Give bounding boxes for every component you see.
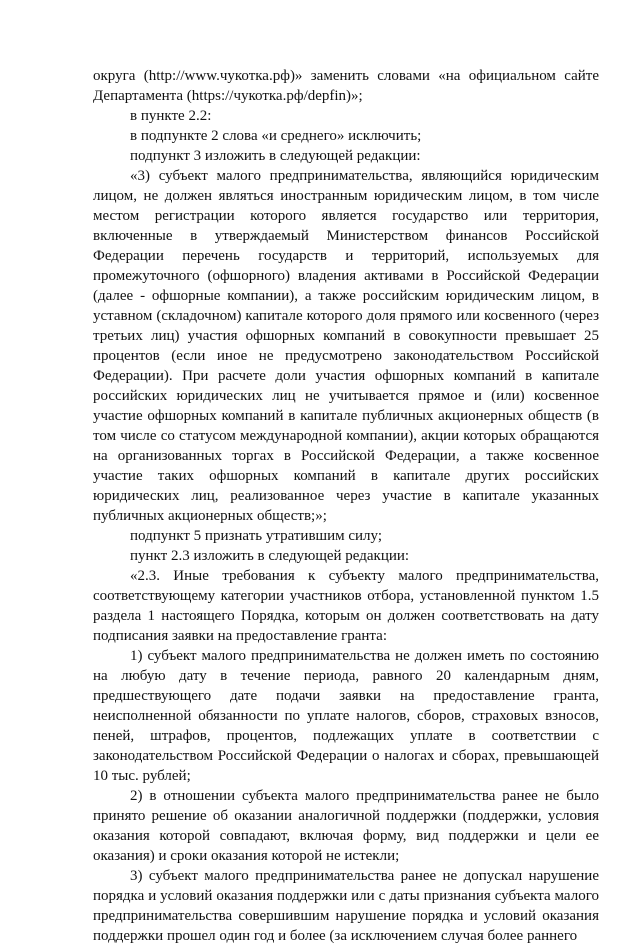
document-page [93, 66, 599, 946]
paragraph-1: округа (http://www.чукотка.рф)» заменить словами «на официальном сайте Департамента (https://чукотка.рф/depfin)»; [93, 68, 599, 104]
paragraph-11: 3) субъект малого предпринимательства ранее не допускал нарушение порядка и условий оказания поддержки или с даты признания субъекта малого предпринимательства совершившим нарушение порядка и условий оказания поддержки прошел один год и более (за исключением случая более раннего [93, 868, 599, 944]
paragraph-2: в пункте 2.2: [130, 108, 212, 124]
paragraph-9: 1) субъект малого предпринимательства не должен иметь по состоянию на любую дату в течение периода, равного 20 календарным дням, предшествующего дате подачи заявки на предоставление гранта, неисполненной обязанности по уплате налогов, сборов, страховых взносов, пеней, штрафов, процентов, подлежащих уплате в соответствии с законодательством Российской Федерации о налогах и сборах, превышающей 10 тыс. рублей; [93, 648, 599, 784]
paragraph-10: 2) в отношении субъекта малого предпринимательства ранее не было принято решение об оказании аналогичной поддержки (поддержки, условия оказания которой совпадают, включая форму, вид поддержки и цели ее оказания) и сроки оказания которой не истекли; [93, 788, 599, 864]
paragraph-5: «3) субъект малого предпринимательства, являющийся юридическим лицом, не должен являться иностранным юридическим лицом, в том числе местом регистрации которого является государство или территория, включенные в утверждаемый Министерством финансов Российской Федерации перечень государств и территорий, используемых для промежуточного (офшорного) владения активами в Российской Федерации (далее - офшорные компании), а также российским юридическим лицом, в уставном (складочном) капитале которого доля прямого или косвенного (через третьих лиц) участия офшорных компаний в совокупности превышает 25 процентов (если иное не предусмотрено законодательством Российской Федерации). При расчете доли участия офшорных компаний в капитале российских юридических лиц не учитывается прямое и (или) косвенное участие офшорных компаний в капитале публичных акционерных обществ (в том числе со статусом международной компании), акции которых обращаются на организованных торгах в Российской Федерации, а также косвенное участие таких офшорных компаний в капитале других российских юридических лиц, реализованное через участие в капитале указанных публичных акционерных обществ;»; [93, 168, 599, 524]
paragraph-6: подпункт 5 признать утратившим силу; [130, 528, 382, 544]
paragraph-3: в подпункте 2 слова «и среднего» исключить; [130, 128, 422, 144]
paragraph-8: «2.3. Иные требования к субъекту малого предпринимательства, соответствующему категории участников отбора, установленной пунктом 1.5 раздела 1 настоящего Порядка, которым он должен соответствовать на дату подписания заявки на предоставление гранта: [93, 568, 599, 644]
paragraph-4: подпункт 3 изложить в следующей редакции: [130, 148, 421, 164]
paragraph-7: пункт 2.3 изложить в следующей редакции: [130, 548, 410, 564]
